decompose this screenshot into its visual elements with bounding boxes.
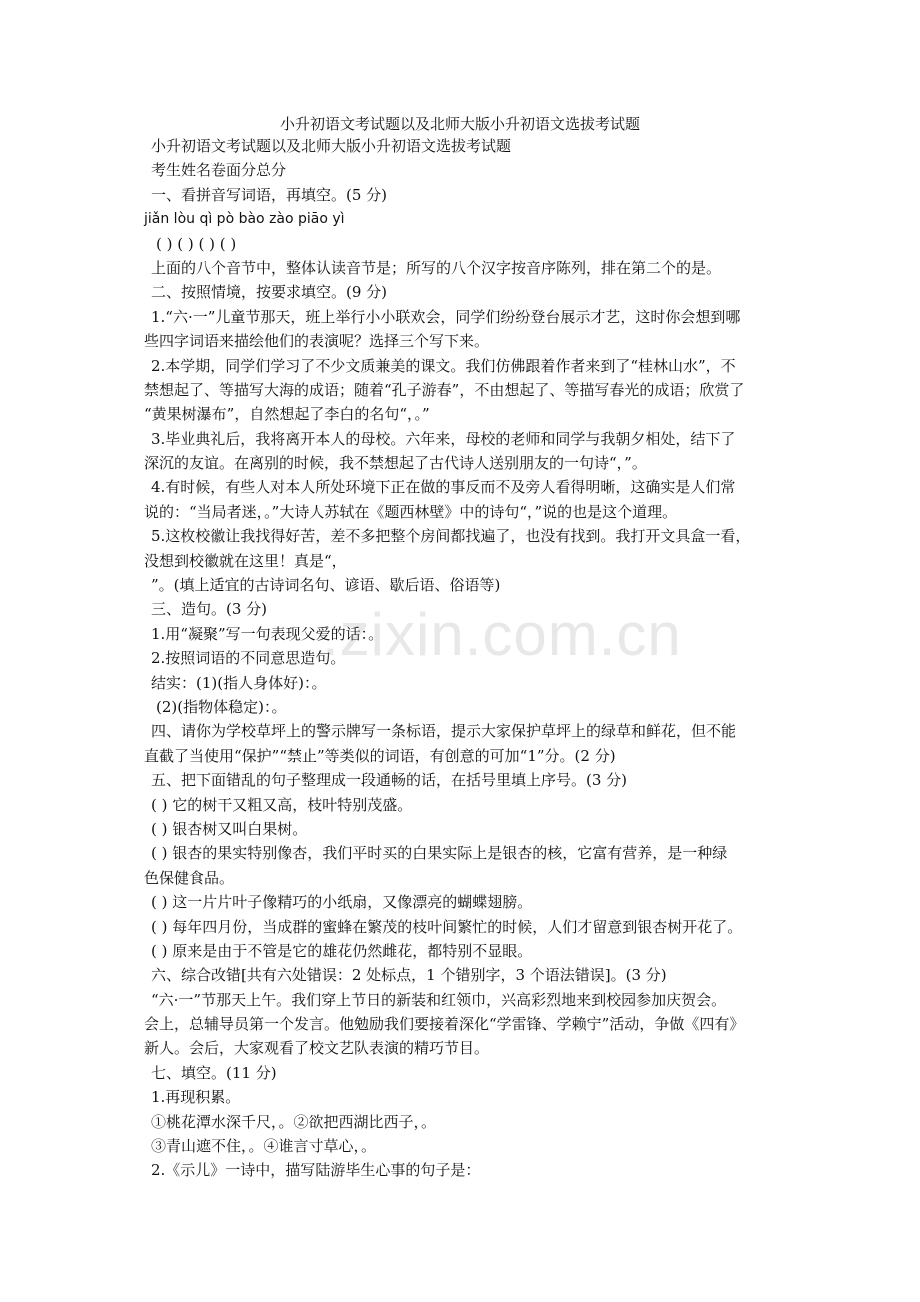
- text-line: 些四字词语来描绘他们的表演呢？选择三个写下来。: [144, 332, 490, 351]
- text-line: ( ) 银杏树又叫白果树。: [151, 819, 308, 838]
- text-line: 上面的八个音节中，整体认读音节是；所写的八个汉字按音序陈列，排在第二个的是。: [151, 258, 722, 277]
- text-line: 五、把下面错乱的句子整理成一段通畅的话，在括号里填上序号。(3 分): [151, 771, 628, 790]
- text-line: 结实：(1)(指人身体好)：。: [151, 673, 327, 692]
- document-title: 小升初语文考试题以及北师大版小升初语文选拔考试题: [279, 115, 640, 133]
- text-line: (2)(指物体稳定)：。: [156, 697, 287, 716]
- text-line: 一、看拼音写词语，再填空。(5 分): [151, 185, 388, 204]
- text-line: 二、按照情境，按要求填空。(9 分): [151, 283, 388, 302]
- text-line: 说的：“当局者迷，。”大诗人苏轼在《题西林壁》中的诗句“，”说的也是这个道理。: [144, 502, 678, 521]
- text-line: 三、造句。(3 分): [151, 600, 268, 619]
- text-line: 深沉的友谊。在离别的时候，我不禁想起了古代诗人送别朋友的一句诗“，”。: [144, 454, 647, 473]
- text-line: 四、请你为学校草坪上的警示牌写一条标语，提示大家保护草坪上的绿草和鲜花，但不能: [151, 722, 737, 741]
- text-line: ①桃花潭水深千尺，。②欲把西湖比西子，。: [151, 1112, 437, 1131]
- text-line: 禁想起了、等描写大海的成语；随着“孔子游春”，不由想起了、等描写春光的成语；欣赏了: [144, 380, 745, 399]
- text-line: 1.再现积累。: [151, 1088, 241, 1107]
- document-body: [144, 134, 784, 1183]
- text-line: 2.本学期，同学们学习了不少文质兼美的课文。我们仿佛跟着作者来到了“桂林山水”，不: [151, 356, 736, 375]
- text-line: ( ) ( ) ( ) ( ): [156, 234, 237, 253]
- text-line: 2.《示儿》一诗中，描写陆游毕生心事的句子是：: [151, 1161, 481, 1180]
- text-line: 色保健食品。: [144, 868, 235, 887]
- text-line: 小升初语文考试题以及北师大版小升初语文选拔考试题: [151, 137, 512, 155]
- text-line: 六、综合改错[共有六处错误：2 处标点，1 个错别字，3 个语法错误]。(3 分): [151, 966, 667, 985]
- text-line: 4.有时候，有些人对本人所处环境下正在做的事反而不及旁人看得明晰，这确实是人们常: [151, 478, 736, 497]
- text-line: ③青山遮不住，。④谁言寸草心，。: [151, 1137, 377, 1156]
- text-line: 1.“六·一”儿童节那天，班上举行小小联欢会，同学们纷纷登台展示才艺，这时你会想到哪: [151, 307, 741, 326]
- text-line: “黄果树瀑布”，自然想起了李白的名句“，。”: [144, 405, 430, 424]
- watermark: .zixin.com.cn: [322, 601, 682, 668]
- text-line: ( ) 这一片片叶子像精巧的小纸扇，又像漂亮的蝴蝶翅膀。: [151, 893, 533, 912]
- text-line: ”。(填上适宜的古诗词名句、谚语、歇后语、俗语等): [151, 576, 501, 595]
- text-line: “六·一”节那天上午。我们穿上节日的新装和红领巾，兴高彩烈地来到校园参加庆贺会。: [151, 990, 727, 1009]
- text-line: 直截了当使用“保护”“禁止”等类似的词语，有创意的可加“1”分。(2 分): [144, 746, 616, 765]
- text-line: ( ) 银杏的果实特别像杏，我们平时买的白果实际上是银杏的核，它富有营养，是一种绿: [151, 844, 728, 863]
- text-line: 5.这枚校徽让我找得好苦，差不多把整个房间都找遍了，也没有找到。我打开文具盒一看，: [151, 527, 751, 546]
- text-line: 3.毕业典礼后，我将离开本人的母校。六年来，母校的老师和同学与我朝夕相处，结下了: [151, 429, 736, 448]
- text-line: jiǎn lòu qì pò bào zào piāo yì: [144, 211, 345, 228]
- text-line: 1.用“凝聚”写一句表现父爱的话：。: [151, 624, 384, 643]
- text-line: ( ) 原来是由于不管是它的雄花仍然雌花，都特别不显眼。: [151, 941, 533, 960]
- text-line: 七、填空。(11 分): [151, 1063, 277, 1082]
- text-line: 考生姓名卷面分总分: [151, 161, 287, 180]
- text-line: 会上，总辅导员第一个发言。他勉励我们要接着深化“学雷锋、学赖宁”活动，争做《四有》: [144, 1015, 745, 1034]
- text-line: ( ) 每年四月份，当成群的蜜蜂在繁茂的枝叶间繁忙的时候，人们才留意到银杏树开花了。: [151, 917, 743, 936]
- text-line: 新人。会后，大家观看了校文艺队表演的精巧节目。: [144, 1039, 490, 1058]
- text-line: ( ) 它的树干又粗又高，枝叶特别茂盛。: [151, 795, 413, 814]
- text-line: 没想到校徽就在这里！真是“，: [144, 551, 347, 570]
- text-line: 2.按照词语的不同意思造句。: [151, 649, 346, 668]
